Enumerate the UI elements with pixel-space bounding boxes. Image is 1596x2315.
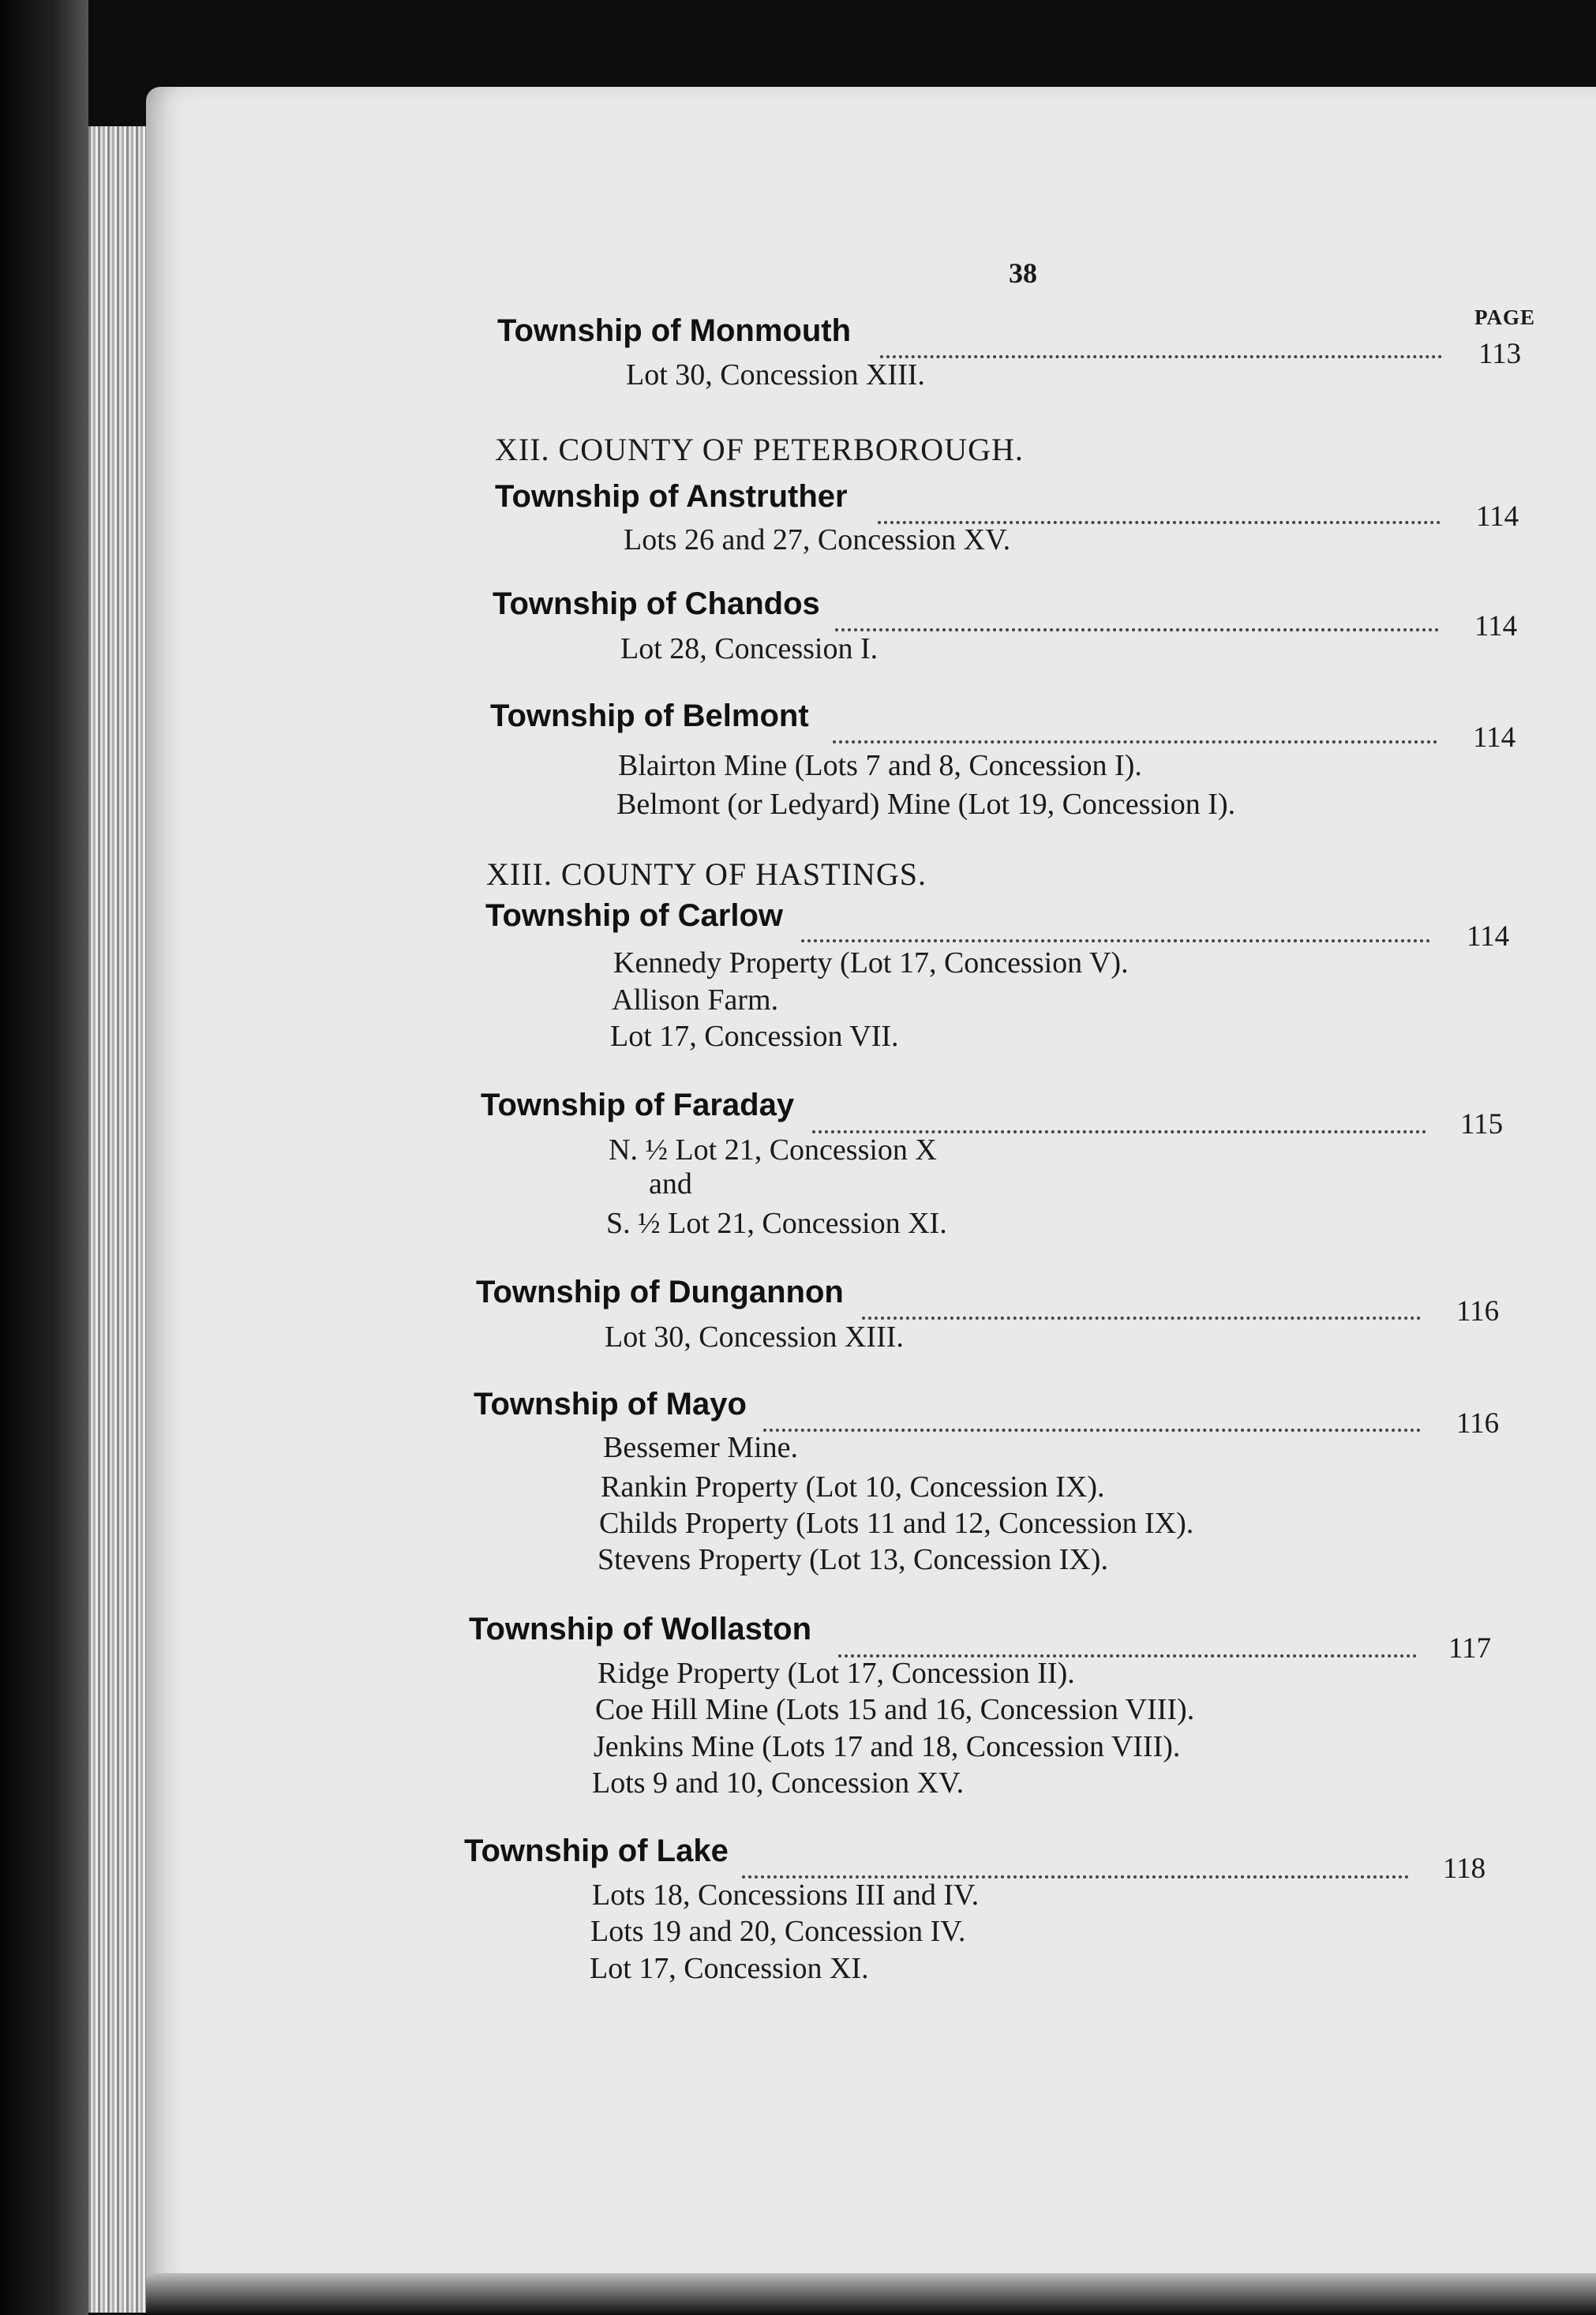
dot-leader xyxy=(862,1317,1421,1320)
entry-title-mayo: Township of Mayo xyxy=(474,1387,747,1422)
entry-title-monmouth: Township of Monmouth xyxy=(497,313,852,348)
book-page xyxy=(146,87,1596,2289)
dot-leader xyxy=(835,628,1439,631)
entry-page-anstruther: 114 xyxy=(1476,500,1519,533)
page-number: 38 xyxy=(1009,257,1037,289)
entry-detail: and xyxy=(649,1167,692,1201)
entry-detail: Lots 18, Concessions III and IV. xyxy=(592,1879,980,1912)
county-heading-hastings: XIII. COUNTY OF HASTINGS. xyxy=(486,856,927,892)
entry-detail: Lot 17, Concession XI. xyxy=(590,1952,869,1985)
entry-title-carlow: Township of Carlow xyxy=(485,898,784,933)
entry-title-belmont: Township of Belmont xyxy=(490,699,809,733)
entry-detail: Lot 30, Concession XIII. xyxy=(626,358,925,391)
entry-page-mayo: 116 xyxy=(1456,1407,1500,1440)
entry-title-anstruther: Township of Anstruther xyxy=(495,479,848,514)
entry-page-chandos: 114 xyxy=(1474,610,1518,642)
entry-detail: Lot 30, Concession XIII. xyxy=(605,1320,904,1354)
entry-title-faraday: Township of Faraday xyxy=(481,1088,795,1122)
entry-detail: Ridge Property (Lot 17, Concession II). xyxy=(598,1657,1075,1690)
entry-detail: Blairton Mine (Lots 7 and 8, Concession I). xyxy=(618,749,1142,782)
entry-detail: S. ½ Lot 21, Concession XI. xyxy=(606,1207,947,1240)
entry-page-wollaston: 117 xyxy=(1448,1632,1492,1665)
dot-leader xyxy=(763,1429,1421,1432)
entry-detail: Belmont (or Ledyard) Mine (Lot 19, Concession I). xyxy=(616,788,1236,821)
dot-leader xyxy=(880,355,1442,358)
entry-detail: Lots 9 and 10, Concession XV. xyxy=(592,1766,965,1800)
entry-detail: Lot 17, Concession VII. xyxy=(610,1020,899,1053)
entry-detail: Bessemer Mine. xyxy=(603,1431,798,1464)
entry-detail: Coe Hill Mine (Lots 15 and 16, Concession VIII). xyxy=(595,1693,1195,1726)
entry-page-lake: 118 xyxy=(1443,1852,1486,1885)
entry-detail: Jenkins Mine (Lots 17 and 18, Concession VIII). xyxy=(594,1730,1181,1763)
entry-title-dungannon: Township of Dungannon xyxy=(476,1275,844,1309)
entry-detail: Childs Property (Lots 11 and 12, Concession IX). xyxy=(599,1507,1194,1540)
scan-bottom-border xyxy=(146,2273,1596,2315)
dot-leader xyxy=(801,939,1430,942)
entry-detail: Lot 28, Concession I. xyxy=(620,632,879,665)
entry-page-dungannon: 116 xyxy=(1456,1295,1500,1328)
entry-page-monmouth: 113 xyxy=(1478,338,1522,370)
entry-page-faraday: 115 xyxy=(1460,1108,1504,1141)
scan-left-border xyxy=(0,0,88,2315)
entry-detail: N. ½ Lot 21, Concession X xyxy=(609,1133,937,1167)
entry-detail: Kennedy Property (Lot 17, Concession V). xyxy=(613,946,1129,980)
dot-leader xyxy=(833,740,1437,744)
county-heading-peterborough: XII. COUNTY OF PETERBOROUGH. xyxy=(495,432,1024,467)
entry-detail: Stevens Property (Lot 13, Concession IX). xyxy=(598,1543,1108,1576)
entry-title-lake: Township of Lake xyxy=(464,1834,729,1868)
entry-title-chandos: Township of Chandos xyxy=(493,586,820,621)
entry-page-carlow: 114 xyxy=(1467,920,1510,953)
entry-detail: Lots 26 and 27, Concession XV. xyxy=(624,523,1011,556)
entry-page-belmont: 114 xyxy=(1473,721,1516,754)
entry-detail: Lots 19 and 20, Concession IV. xyxy=(590,1915,966,1948)
entry-title-wollaston: Township of Wollaston xyxy=(469,1612,812,1646)
page-column-label: PAGE xyxy=(1474,305,1535,329)
entry-detail: Allison Farm. xyxy=(612,983,779,1017)
entry-detail: Rankin Property (Lot 10, Concession IX). xyxy=(601,1470,1105,1504)
